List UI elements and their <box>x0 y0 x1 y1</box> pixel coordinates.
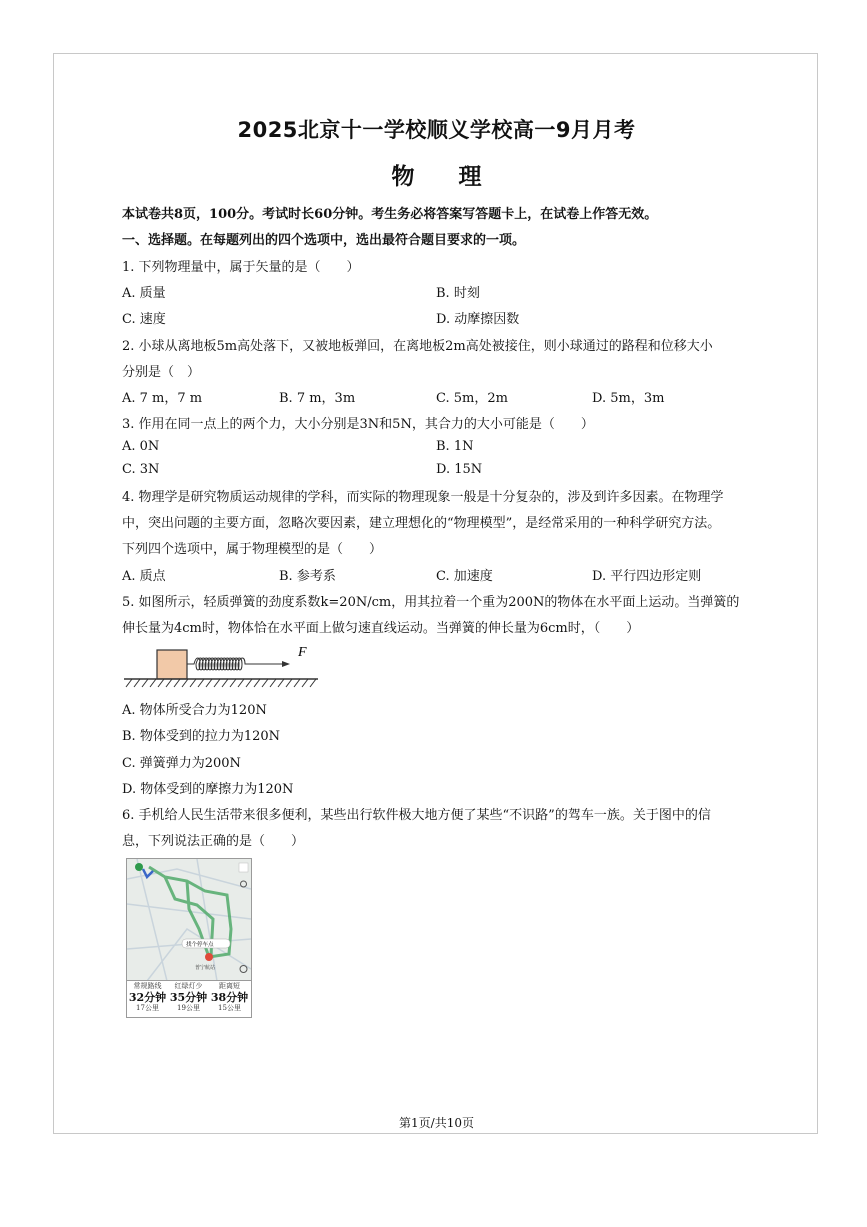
route-options-panel <box>127 980 251 1017</box>
q4-option-c: C. 加速度 <box>436 569 493 584</box>
navigation-map-figure <box>126 858 252 1018</box>
q2-option-d: D. 5m，3m <box>592 391 665 406</box>
start-marker-icon <box>135 863 143 871</box>
map-layer-icon <box>239 863 248 872</box>
q2-option-a: A. 7 m，7 m <box>122 391 203 406</box>
question-6-stem-line2: 息，下列说法正确的是（ ） <box>122 834 305 849</box>
question-2-stem-line1: 2. 小球从离地板5m高处落下，又被地板弹回，在离地板2m高处被接住，则小球通过的路程和位移大小 <box>122 339 713 354</box>
route-2-distance: 19公里 <box>177 1004 200 1012</box>
subject-title: 物理 <box>391 164 526 190</box>
question-2-stem-line2: 分别是（ ） <box>122 365 201 380</box>
q5-option-c: C. 弹簧弹力为200N <box>122 756 241 771</box>
route-1-distance: 17公里 <box>136 1004 159 1012</box>
q4-option-d: D. 平行四边形定则 <box>592 569 702 584</box>
question-4-stem-line2: 中，突出问题的主要方面，忽略次要因素，建立理想化的“物理模型”，是经常采用的一种科学研究方法。 <box>122 516 721 531</box>
question-1-stem: 1. 下列物理量中，属于矢量的是（ ） <box>122 260 360 275</box>
q3-option-c: C. 3N <box>122 462 160 477</box>
exam-title: 2025北京十一学校顺义学校高一9月月考 <box>237 118 636 142</box>
route-1-time: 32分钟 <box>128 991 167 1004</box>
q2-option-c: C. 5m，2m <box>436 391 508 406</box>
route-3-distance: 15公里 <box>218 1004 241 1012</box>
q1-option-d: D. 动摩擦因数 <box>436 312 520 327</box>
question-6-stem-line1: 6. 手机给人民生活带来很多便利，某些出行软件极大地方便了某些“不识路”的驾车一族。关于图中的信 <box>122 808 711 823</box>
route-option-2 <box>168 982 209 1013</box>
force-arrow <box>282 661 290 667</box>
route-2-time: 35分钟 <box>169 991 208 1004</box>
question-5-stem-line1: 5. 如图所示，轻质弹簧的劲度系数k=20N/cm，用其拉着一个重为200N的物体在水平面上运动。当弹簧的 <box>122 595 740 610</box>
question-4-stem-line3: 下列四个选项中，属于物理模型的是（ ） <box>122 542 383 557</box>
q3-option-d: D. 15N <box>436 462 483 477</box>
exam-notice: 本试卷共8页，100分。考试时长60分钟。考生务必将答案写答题卡上，在试卷上作答无效。 <box>122 207 658 222</box>
destination-label: 普宁航站 <box>195 965 216 971</box>
page-footer: 第1页/共10页 <box>399 1116 474 1130</box>
question-3-stem: 3. 作用在同一点上的两个力，大小分别是3N和5N，其合力的大小可能是（ ） <box>122 417 594 432</box>
q1-option-c: C. 速度 <box>122 312 166 327</box>
route-1-name: 常规路线 <box>133 982 162 990</box>
ground-hatching <box>126 679 316 687</box>
block <box>157 650 187 679</box>
force-label: F <box>298 645 307 660</box>
q2-option-b: B. 7 m，3m <box>279 391 356 406</box>
q5-option-d: D. 物体受到的摩擦力为120N <box>122 782 294 797</box>
parking-pin-label: 找个停车点 <box>186 942 214 948</box>
route-option-1 <box>127 982 168 1013</box>
q5-option-a: A. 物体所受合力为120N <box>122 703 267 718</box>
map-canvas <box>127 859 251 981</box>
destination-marker-icon <box>205 953 213 961</box>
route-3-time: 38分钟 <box>210 991 249 1004</box>
question-4-stem-line1: 4. 物理学是研究物质运动规律的学科，而实际的物理现象一般是十分复杂的，涉及到许多因素。在物理学 <box>122 490 724 505</box>
route-3-name: 距离短 <box>219 982 240 990</box>
route-option-3 <box>209 982 250 1013</box>
q4-option-b: B. 参考系 <box>279 569 336 584</box>
exam-page <box>53 53 818 1134</box>
q1-option-a: A. 质量 <box>122 286 166 301</box>
spring-block-figure <box>122 642 322 688</box>
q4-option-a: A. 质点 <box>122 569 166 584</box>
spring <box>187 658 282 670</box>
q3-option-a: A. 0N <box>122 439 160 454</box>
q3-option-b: B. 1N <box>436 439 474 454</box>
route-2-name: 红绿灯少 <box>174 982 203 990</box>
q1-option-b: B. 时刻 <box>436 286 480 301</box>
question-5-stem-line2: 伸长量为4cm时，物体恰在水平面上做匀速直线运动。当弹簧的伸长量为6cm时，（ ） <box>122 621 640 636</box>
section-heading: 一、选择题。在每题列出的四个选项中，选出最符合题目要求的一项。 <box>122 233 526 248</box>
q5-option-b: B. 物体受到的拉力为120N <box>122 729 281 744</box>
